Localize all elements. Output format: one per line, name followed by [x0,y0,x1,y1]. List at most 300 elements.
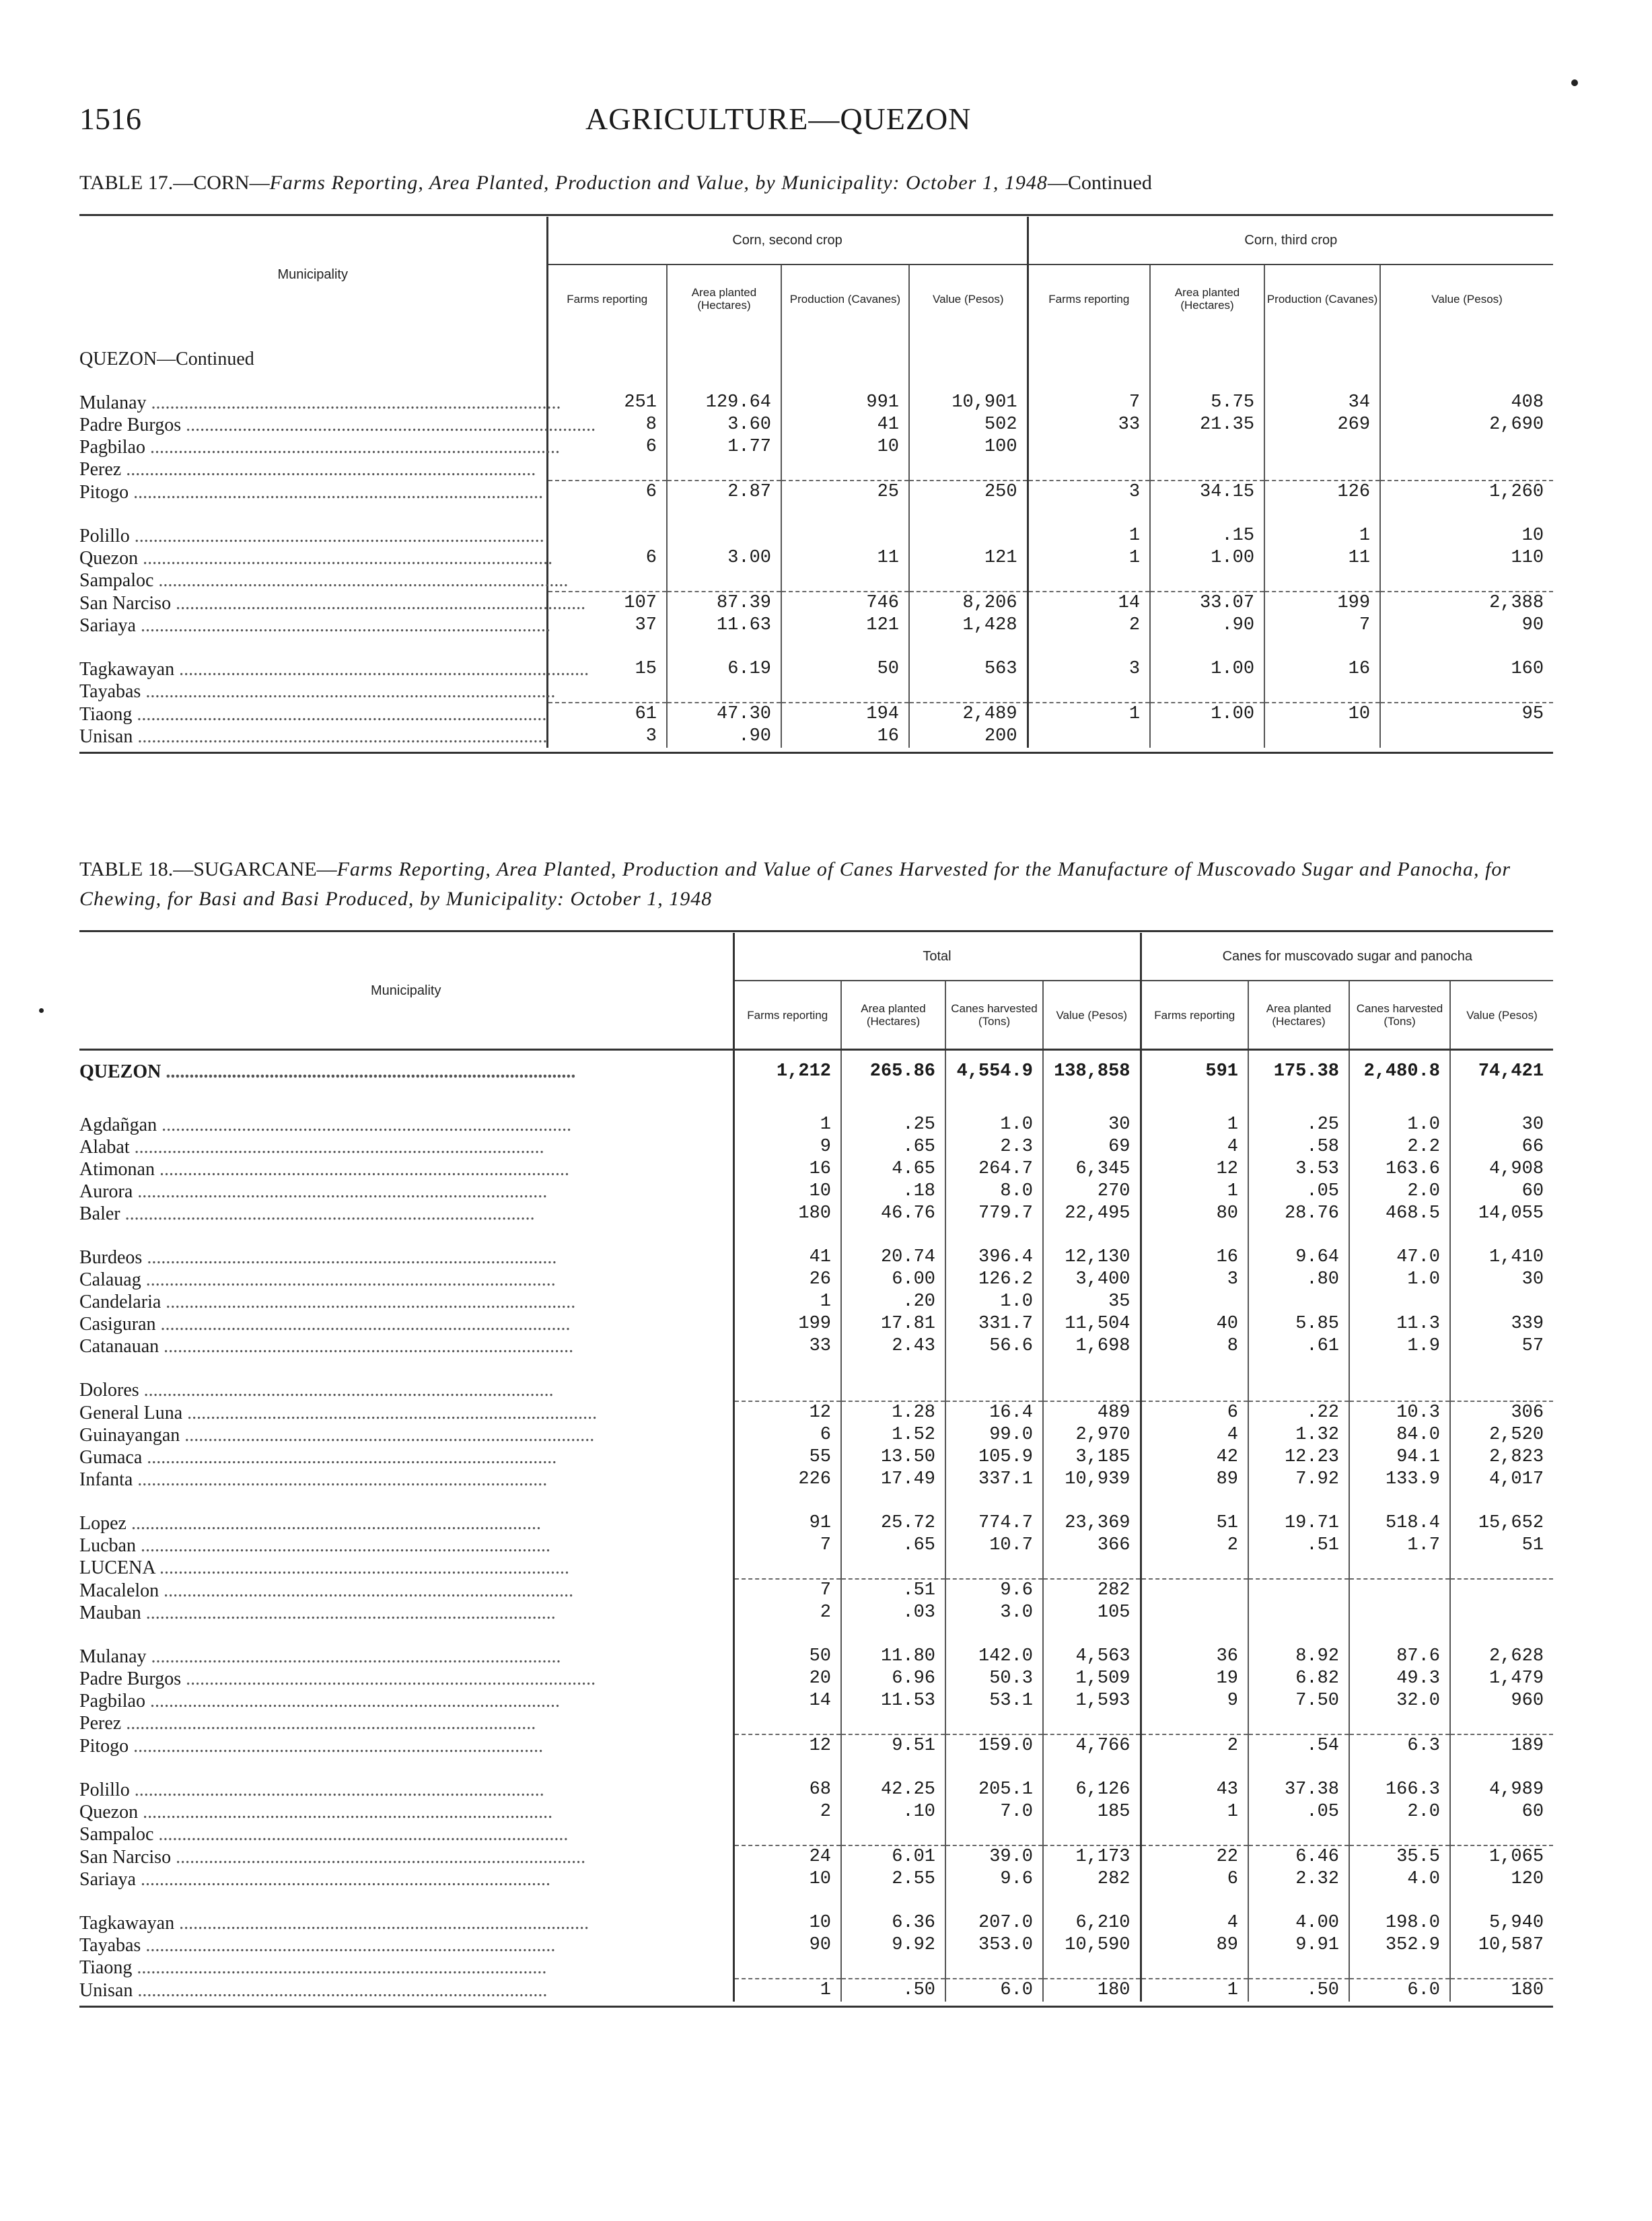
table-cell: 6.01 [841,1845,945,1868]
table-cell: 35.5 [1349,1845,1450,1868]
table-cell: 16 [1141,1246,1248,1269]
table-cell [945,1956,1043,1979]
municipality-label: Mauban [79,1602,141,1623]
table17-body [79,332,1553,748]
table-cell: .90 [667,726,781,748]
municipality-label: Infanta [79,1469,133,1490]
table-cell: 90 [733,1934,841,1956]
table-cell: 1.9 [1349,1335,1450,1358]
table18-caption [79,855,1553,914]
table-cell: 1 [1028,525,1150,547]
table-cell: 9.64 [1248,1246,1349,1269]
table-cell [841,1379,945,1401]
table-cell [1450,1579,1553,1602]
municipality-name [79,569,569,592]
table-cell: 774.7 [945,1512,1043,1535]
municipality-label: Pagbilao [79,437,145,458]
table-cell [1028,726,1150,748]
table-cell: 264.7 [945,1158,1043,1180]
table-row [79,1845,1553,1868]
table-row [79,1512,1553,1535]
table-cell: 39.0 [945,1845,1043,1868]
table-cell: 9.91 [1248,1934,1349,1956]
municipality-label: Catanauan [79,1336,159,1357]
table-cell: 1 [733,1979,841,2002]
column-header: Canes harvested (Tons) [945,981,1043,1050]
table-cell: 2,480.8 [1349,1050,1450,1093]
municipality-label: Pitogo [79,481,129,503]
table-cell: 51 [1141,1512,1248,1535]
table-cell: 40 [1141,1313,1248,1335]
table-cell: 11 [1264,547,1380,569]
column-header: Area planted (Hectares) [841,981,945,1050]
table-cell [1264,680,1380,703]
table-cell: 8,206 [909,592,1028,614]
table-cell [1150,726,1264,748]
table-cell: 2.2 [1349,1136,1450,1158]
municipality-name [79,1446,733,1469]
table-cell: 591 [1141,1050,1248,1093]
table-cell: 35 [1043,1291,1141,1313]
table-row [79,458,1553,481]
table-cell: .22 [1248,1401,1349,1424]
table-cell: 6.36 [841,1912,945,1934]
table-cell [1043,1956,1141,1979]
table-cell: 205.1 [945,1779,1043,1801]
municipality-label: Unisan [79,726,133,747]
table-cell: 2.0 [1349,1180,1450,1203]
table-cell [1380,436,1553,458]
column-header: Farms reporting [547,265,667,332]
table-cell: 20 [733,1668,841,1690]
table-cell [1043,1379,1141,1401]
leader-dots: ....................................................................................... [129,1735,544,1757]
table-cell [945,1557,1043,1579]
table-cell: 99.0 [945,1424,1043,1446]
municipality-label: Candelaria [79,1292,161,1312]
table-cell: 95 [1380,703,1553,726]
table-cell: 34.15 [1150,481,1264,503]
table-cell: 51 [1450,1535,1553,1557]
table-cell: 7 [1264,614,1380,637]
municipality-label: Sampaloc [79,570,154,591]
table-cell: 3 [547,726,667,748]
leader-dots: ....................................................................................... [146,1646,561,1667]
table-cell: 3 [1028,481,1150,503]
table-cell: .18 [841,1180,945,1203]
table-cell: 6.19 [667,658,781,680]
table-row [79,1712,1553,1734]
table-cell: 9.6 [945,1868,1043,1891]
municipality-label: QUEZON—Continued [79,349,254,369]
table-row [79,1934,1553,1956]
table-row [79,1602,1553,1624]
municipality-label: Quezon [79,548,139,569]
leader-dots: ....................................................................................... [171,592,586,614]
table-row [79,1158,1553,1180]
table-row [79,1912,1553,1934]
table-row [79,592,1553,614]
table-cell [733,1379,841,1401]
leader-dots: ....................................................................................... [120,1203,535,1224]
table17-caption-text: Farms Reporting, Area Planted, Production and Value, by Municipality: October 1, 1948 [269,172,1048,194]
table-cell: 337.1 [945,1469,1043,1491]
table-cell: 10.7 [945,1535,1043,1557]
table-cell: 2,690 [1380,414,1553,436]
table-row [79,1313,1553,1335]
table-cell: 46.76 [841,1203,945,1225]
table-cell: 33 [733,1335,841,1358]
municipality-label: Aurora [79,1181,133,1202]
table-cell [547,525,667,547]
leader-dots: ....................................................................................... [142,1247,557,1268]
table-row [79,1979,1553,2002]
table-cell [909,680,1028,703]
municipality-name [79,525,547,547]
municipality-name [79,1424,733,1446]
table-cell: 1,479 [1450,1668,1553,1690]
table-cell [781,569,909,592]
table-cell: 7 [733,1579,841,1602]
table18-group-muscovado: Canes for muscovado sugar and panocha [1141,933,1553,981]
municipality-label: Tiaong [79,703,133,725]
table-cell: 269 [1264,414,1380,436]
table-cell: 7.0 [945,1801,1043,1823]
table-cell [1380,569,1553,592]
municipality-name [79,1114,733,1136]
table17-label: TABLE 17.—CORN— [79,172,270,194]
table-row [79,726,1553,748]
table-cell [909,525,1028,547]
municipality-label: Tagkawayan [79,1913,175,1934]
municipality-name [79,1203,733,1225]
municipality-label: Lucban [79,1535,136,1556]
leader-dots: ....................................................................................... [159,1580,574,1601]
table-row [79,614,1553,637]
table-cell: 3.60 [667,414,781,436]
leader-dots: ....................................................................................... [153,1824,569,1845]
column-header: Farms reporting [733,981,841,1050]
municipality-label: Atimonan [79,1159,155,1180]
table-cell: .61 [1248,1335,1349,1358]
table-cell: 1 [1028,703,1150,726]
table-cell: 1.0 [945,1114,1043,1136]
table17-group-second-crop: Corn, second crop [547,217,1028,265]
table-cell: 16 [733,1158,841,1180]
table-cell: 74,421 [1450,1050,1553,1093]
municipality-name [79,1512,733,1535]
table-cell: 50.3 [945,1668,1043,1690]
table-cell: 87.39 [667,592,781,614]
leader-dots: ....................................................................................... [180,1425,595,1446]
table-cell: 16 [781,726,909,748]
table-cell: 17.81 [841,1313,945,1335]
table-cell: 100 [909,436,1028,458]
table-cell: 47.0 [1349,1246,1450,1269]
table-cell [841,1712,945,1734]
municipality-name [79,680,556,703]
table-cell [841,1557,945,1579]
table-cell: 19.71 [1248,1512,1349,1535]
table-cell: 1,428 [909,614,1028,637]
table-cell: 2,970 [1043,1424,1141,1446]
table-cell: 6 [547,436,667,458]
leader-dots: ....................................................................................... [129,1779,544,1800]
table-cell: 1 [1141,1979,1248,2002]
table-row [79,1779,1553,1801]
table-cell: 265.86 [841,1050,945,1093]
table-cell [1141,1579,1248,1602]
leader-dots: ....................................................................................... [141,681,556,702]
table-cell: 408 [1380,392,1553,414]
table-cell: 14,055 [1450,1203,1553,1225]
table-cell: 22,495 [1043,1203,1141,1225]
table-cell: 3.00 [667,547,781,569]
leader-dots: ....................................................................................... [174,1913,589,1934]
leader-dots: ....................................................................................... [139,1380,554,1401]
table-cell: 1 [733,1114,841,1136]
municipality-label: Tagkawayan [79,659,175,680]
table-cell: 1 [1264,525,1380,547]
table-cell: 41 [781,414,909,436]
leader-dots: ....................................................................................... [157,1115,572,1135]
table-row [79,1801,1553,1823]
table-cell [547,458,667,481]
table-cell: 4 [1141,1136,1248,1158]
scan-speck [39,1008,44,1013]
table-cell: 198.0 [1349,1912,1450,1934]
table-cell: 89 [1141,1469,1248,1491]
table-cell: 2.32 [1248,1868,1349,1891]
table-cell: .54 [1248,1734,1349,1757]
table-cell: 12,130 [1043,1246,1141,1269]
table-end-rule [79,752,1553,754]
table-cell: 5.75 [1150,392,1264,414]
table-cell: 339 [1450,1313,1553,1335]
table-cell: 1.0 [1349,1269,1450,1291]
table-cell: 11 [781,547,909,569]
municipality-name [79,1602,733,1624]
table-cell [1028,680,1150,703]
table-cell [1450,1379,1553,1401]
municipality-label: Calauag [79,1269,141,1290]
table-cell: 47.30 [667,703,781,726]
table-cell: 1.0 [1349,1114,1450,1136]
table-cell [945,1823,1043,1845]
table-cell: 2.55 [841,1868,945,1891]
leader-dots: ....................................................................................... [133,726,548,747]
table-cell: 10,901 [909,392,1028,414]
table-cell [1141,1602,1248,1624]
table-cell: 7 [733,1535,841,1557]
table-cell: 2,823 [1450,1446,1553,1469]
table-cell: 251 [547,392,667,414]
table-cell: 1.77 [667,436,781,458]
municipality-name [79,1868,733,1891]
table-cell: 30 [1450,1269,1553,1291]
municipality-label: Unisan [79,1979,133,2001]
table-cell: 80 [1141,1203,1248,1225]
table-cell: 7.92 [1248,1469,1349,1491]
table17-caption [79,168,1553,198]
table-row [79,1690,1553,1712]
table-cell: 11.80 [841,1646,945,1668]
municipality-label: General Luna [79,1402,183,1423]
leader-dots: ....................................................................................... [155,1159,569,1180]
leader-dots: ....................................................................................... [133,1469,548,1490]
table-row [79,1446,1553,1469]
table-row [79,1823,1553,1845]
table-cell: 489 [1043,1401,1141,1424]
leader-dots: ....................................................................................... [155,1314,571,1335]
municipality-name [79,1246,733,1269]
table-cell: 226 [733,1469,841,1491]
table-cell: 11.53 [841,1690,945,1712]
table-cell: 4 [1141,1912,1248,1934]
table-row [79,1269,1553,1291]
municipality-label: Lopez [79,1513,127,1534]
table-cell: 6.46 [1248,1845,1349,1868]
table-cell: 282 [1043,1868,1141,1891]
table-cell: 4,563 [1043,1646,1141,1668]
table-cell [1380,458,1553,481]
table-cell: 10 [781,436,909,458]
table-cell: 1 [1141,1801,1248,1823]
table-cell: 163.6 [1349,1158,1450,1180]
table-cell: 175.38 [1248,1050,1349,1093]
table-cell: 2,388 [1380,592,1553,614]
municipality-label: Baler [79,1203,120,1224]
municipality-name [79,1557,733,1579]
municipality-name [79,1823,733,1845]
municipality-name [79,1313,733,1335]
table-cell [945,1379,1043,1401]
table-cell: .90 [1150,614,1264,637]
table-cell: 250 [909,481,1028,503]
municipality-label: Sariaya [79,1869,136,1890]
municipality-name [79,392,561,414]
table-row [79,1246,1553,1269]
table-cell [1264,569,1380,592]
column-header: Value (Pesos) [1380,265,1553,332]
table-row [79,569,1553,592]
municipality-label: Guinayangan [79,1425,180,1446]
table-cell: 306 [1450,1401,1553,1424]
municipality-label: Sariaya [79,615,136,636]
municipality-name [79,1335,733,1358]
table-cell [1248,1956,1349,1979]
table-cell: 180 [1450,1979,1553,2002]
municipality-label: Padre Burgos [79,415,182,435]
table-cell: 6.82 [1248,1668,1349,1690]
table-cell: 4.0 [1349,1868,1450,1891]
table-cell: 126 [1264,481,1380,503]
table18-label: TABLE 18.—SUGARCANE— [79,858,337,880]
table-cell [781,680,909,703]
leader-dots: ....................................................................................... [138,548,553,569]
leader-dots: ....................................................................................... [132,703,547,725]
column-header: Area planted (Hectares) [667,265,781,332]
table-cell [1043,1823,1141,1845]
column-header: Farms reporting [1028,265,1150,332]
table-cell: 7.50 [1248,1690,1349,1712]
table-cell [1028,458,1150,481]
table18-municipality-header: Municipality [371,983,441,998]
column-header: Farms reporting [1141,981,1248,1050]
table-cell: 17.49 [841,1469,945,1491]
table-cell: 12 [1141,1158,1248,1180]
table-cell [1349,1291,1450,1313]
leader-dots: ....................................................................................... [161,1292,576,1312]
table-cell: 33 [1028,414,1150,436]
table-cell: 6 [1141,1868,1248,1891]
table-cell: 199 [733,1313,841,1335]
table-cell: 20.74 [841,1246,945,1269]
municipality-label: Polillo [79,526,130,547]
table-cell: 1.00 [1150,703,1264,726]
table-cell [667,458,781,481]
table-cell [1450,1956,1553,1979]
table-cell: 11,504 [1043,1313,1141,1335]
table-row [79,1180,1553,1203]
table-cell: 56.6 [945,1335,1043,1358]
table-cell: 6 [547,547,667,569]
table-cell: 3 [1028,658,1150,680]
table-cell: 352.9 [1349,1934,1450,1956]
municipality-name [79,436,560,458]
table-cell: 4,017 [1450,1469,1553,1491]
municipality-name [79,1136,733,1158]
leader-dots: ....................................................................................... [135,615,550,636]
table-row [79,392,1553,414]
table-cell: .03 [841,1602,945,1624]
table-cell: 2,520 [1450,1424,1553,1446]
table-cell: 180 [1043,1979,1141,2002]
table-cell: 21.35 [1150,414,1264,436]
table-cell: 6 [547,481,667,503]
leader-dots: ....................................................................................... [153,570,569,591]
table-cell [1450,1712,1553,1734]
table18-body [79,1050,1553,2002]
table-cell: 13.50 [841,1446,945,1469]
column-header: Production (Cavanes) [1264,265,1380,332]
table-cell [841,1823,945,1845]
leader-dots: ....................................................................................... [133,1979,548,2001]
table-cell: 2.3 [945,1136,1043,1158]
leader-dots: ....................................................................................... [146,392,561,413]
table-cell [1450,1557,1553,1579]
municipality-name [79,614,550,637]
table-cell: 32.0 [1349,1690,1450,1712]
leader-dots: ....................................................................................... [155,1557,569,1578]
table-cell: 1,065 [1450,1845,1553,1868]
table-cell [1349,1379,1450,1401]
municipality-name [79,332,547,370]
table-cell: 1,698 [1043,1335,1141,1358]
table-row [79,481,1553,503]
municipality-label: Tayabas [79,1935,141,1956]
table-cell: 1.32 [1248,1424,1349,1446]
table17-municipality-header: Municipality [277,267,348,282]
leader-dots: ....................................................................................... [141,1935,556,1956]
municipality-name [79,1668,733,1690]
table-cell: 5.85 [1248,1313,1349,1335]
table-cell: 30 [1043,1114,1141,1136]
table-cell: .05 [1248,1180,1349,1203]
leader-dots: ....................................................................................... [161,1061,576,1082]
table-cell [1248,1823,1349,1845]
table18 [79,933,1553,2002]
